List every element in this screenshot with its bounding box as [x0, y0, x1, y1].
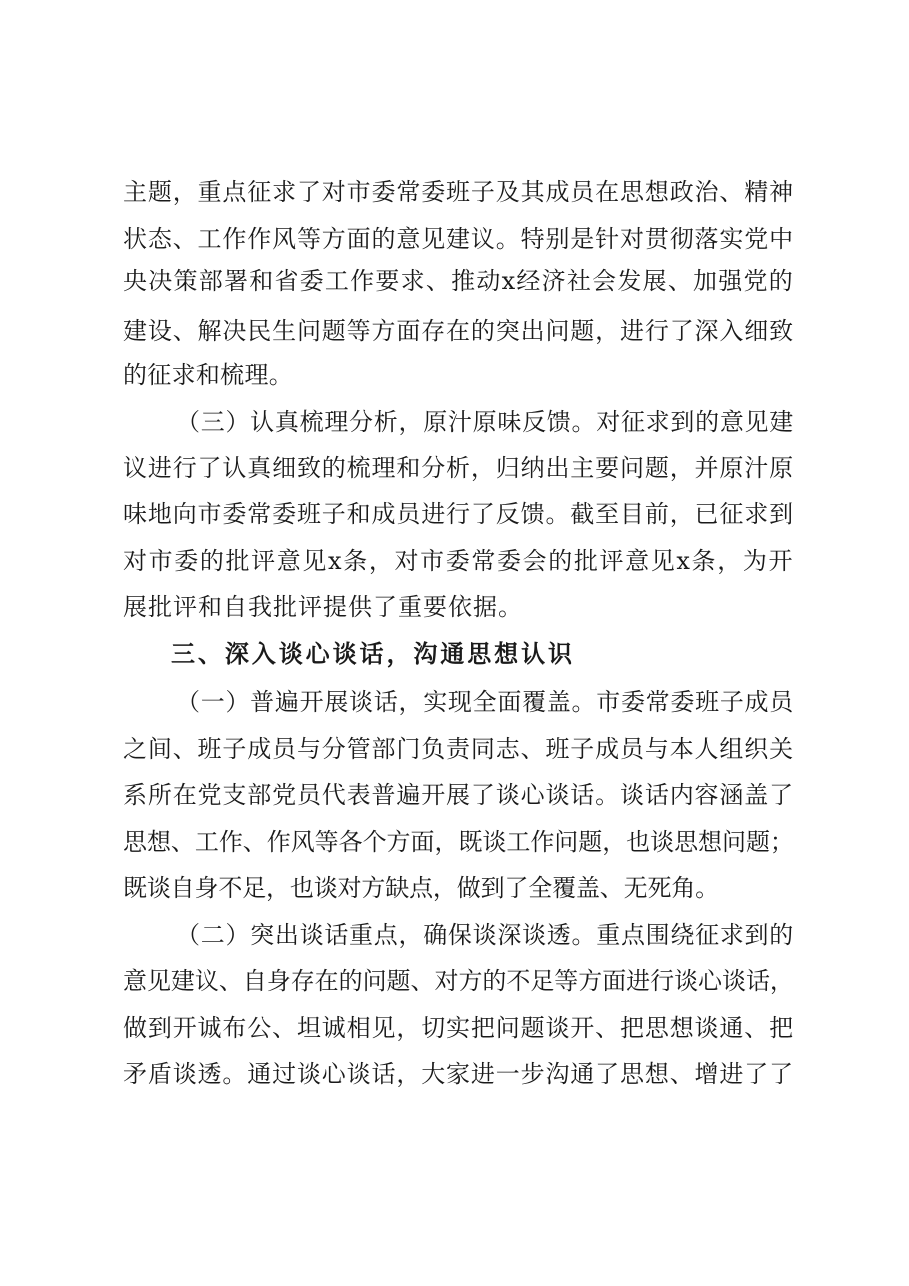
line-text: （二）突出谈话重点，确保谈深谈透。重点围绕征求到的 [176, 921, 794, 949]
line-text: 思想、工作、作风等各个方面，既谈工作问题，也谈思想问题； [123, 828, 794, 856]
paragraph-subheading-line [0, 913, 909, 957]
line-text: 系所在党支部党员代表普遍开展了谈心谈话。谈话内容涵盖了 [123, 781, 794, 809]
line-text: （三）认真梳理分析，原汁原味反馈。对征求到的意见建 [176, 408, 794, 436]
line-text: 既谈自身不足，也谈对方缺点，做到了全覆盖、无死角。 [123, 874, 719, 902]
body-text-line [0, 1052, 909, 1096]
body-text-line [0, 170, 909, 214]
line-text: 味地向市委常委班子和成员进行了反馈。截至目前，已征求到 [123, 500, 794, 528]
body-text-line [0, 492, 909, 536]
line-text: 意见建议、自身存在的问题、对方的不足等方面进行谈心谈话， [123, 967, 794, 995]
line-text: 状态、工作作风等方面的意见建议。特别是针对贯彻落实党中 [123, 225, 794, 253]
section-heading-text: 三、深入谈心谈话，沟通思想认识 [171, 640, 575, 668]
body-text-line [0, 259, 909, 303]
body-text-line [0, 773, 909, 817]
body-text-line [0, 446, 909, 490]
body-text-line [0, 353, 909, 397]
line-text: 矛盾谈透。通过谈心谈话，大家进一步沟通了思想、增进了了 [123, 1060, 794, 1088]
body-text-line [0, 820, 909, 864]
body-text-line [0, 217, 909, 261]
body-text-line [0, 727, 909, 771]
line-text: 央决策部署和省委工作要求、推动x经济社会发展、加强党的 [123, 267, 795, 295]
line-text: 展批评和自我批评提供了重要依据。 [123, 593, 523, 621]
paragraph-subheading-line [0, 400, 909, 444]
body-text-line [0, 309, 909, 353]
line-text: 对市委的批评意见x条，对市委常委会的批评意见x条，为开 [123, 547, 795, 575]
body-text-line [0, 1006, 909, 1050]
body-text-line [0, 539, 909, 583]
paragraph-subheading-line [0, 680, 909, 724]
line-text: 之间、班子成员与分管部门负责同志、班子成员与本人组织关 [123, 735, 794, 763]
line-text: （一）普遍开展谈话，实现全面覆盖。市委常委班子成员 [176, 688, 794, 716]
line-text: 做到开诚布公、坦诚相见，切实把问题谈开、把思想谈通、把 [123, 1014, 794, 1042]
body-text-line [0, 959, 909, 1003]
section-heading [0, 632, 909, 676]
body-text-line [0, 866, 909, 910]
line-text: 的征求和梳理。 [123, 361, 294, 389]
line-text: 主题，重点征求了对市委常委班子及其成员在思想政治、精神 [123, 178, 794, 206]
line-text: 议进行了认真细致的梳理和分析，归纳出主要问题，并原汁原 [123, 454, 794, 482]
body-text-line [0, 585, 909, 629]
line-text: 建设、解决民生问题等方面存在的突出问题，进行了深入细致 [123, 317, 794, 345]
